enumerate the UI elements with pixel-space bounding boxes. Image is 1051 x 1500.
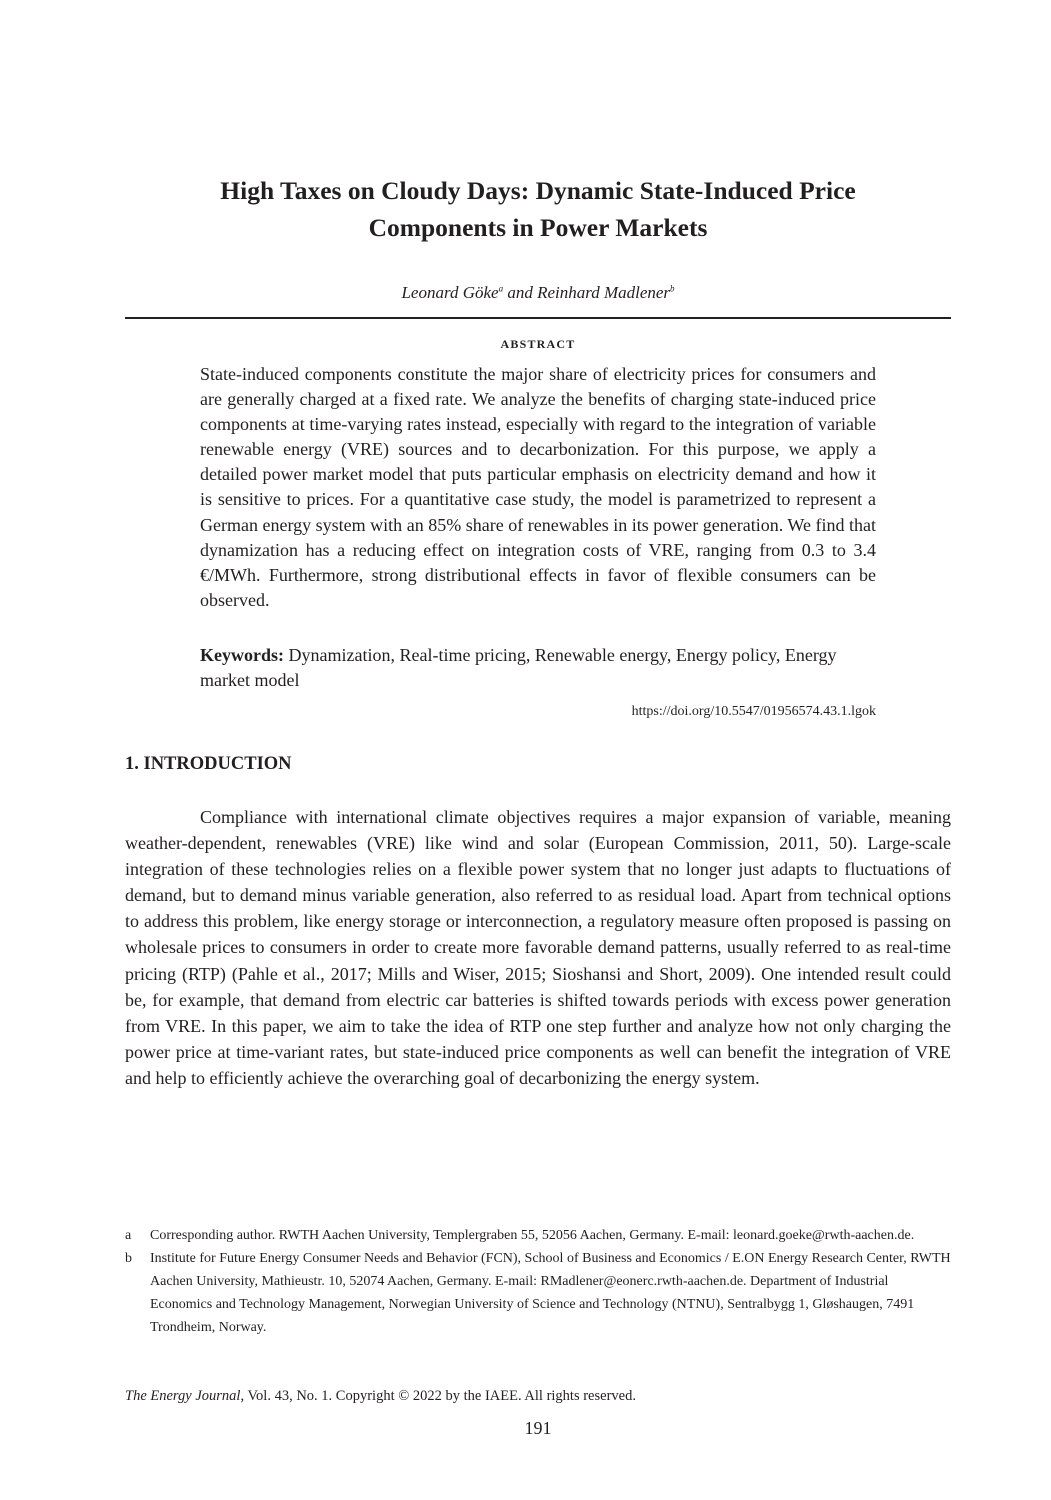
keywords [200,643,876,693]
author-1-mark: a [498,283,504,294]
footnote-b [125,1247,951,1339]
journal-details: , Vol. 43, No. 1. Copyright © 2022 by the IAEE. All rights reserved. [240,1388,636,1404]
abstract-heading: ABSTRACT [500,337,576,351]
journal-name: The Energy Journal [125,1388,241,1404]
page-number: 191 [524,1418,552,1438]
paper-title [125,172,951,246]
footnote-mark: a [125,1228,132,1243]
keywords-label: Keywords: [200,645,284,665]
doi-link[interactable]: https://doi.org/10.5547/01956574.43.1.lgok [631,704,876,719]
footnotes [125,1224,951,1339]
footnote-text: Institute for Future Energy Consumer Needs and Behavior (FCN), School of Business and Economics / E.ON Energy Research Center, RWTH Aachen University, Mathieustr. 10, 52074 Aachen, Germany. E-mail: RMadlener@eonerc.rwth-aachen.de. Department of Industrial Economics and Technology Management, Norwegian University of Science and Technology (NTNU), Sentralbygg 1, Gløshaugen, 7491 Trondheim, Norway. [150,1251,951,1335]
header-rule [125,317,951,319]
title-line-2: Components in Power Markets [368,213,708,242]
author-connector: and [503,283,538,302]
introduction-paragraph: Compliance with international climate objectives requires a major expansion of variable, meaning weather-dependent, renewables (VRE) like wind and solar (European Commission, 2011, 50). Large-scale integration of these technologies relies on a flexible power system that no longer just adapts to fluctuations of demand, but to demand minus variable generation, also referred to as residual load. Apart from technical options to address this problem, like energy storage or interconnection, a regulatory measure often proposed is passing on wholesale prices to consumers in order to create more favorable demand patterns, usually referred to as real-time pricing (RTP) (Pahle et al., 2017; Mills and Wiser, 2015; Sioshansi and Short, 2009). One intended result could be, for example, that demand from electric car batteries is shifted towards periods with excess power generation from VRE. In this paper, we aim to take the idea of RTP one step further and analyze how not only charging the power price at time-variant rates, but state-induced price components as well can benefit the integration of VRE and help to efficiently achieve the overarching goal of decarbonizing the energy system. [125,807,951,1088]
title-line-1: High Taxes on Cloudy Days: Dynamic State-Induced Price [220,176,856,205]
author-2-mark: b [670,283,675,294]
abstract-text: State-induced components constitute the major share of electricity prices for consumers and are generally charged at a fixed rate. We analyze the benefits of charging state-induced price components at time-varying rates instead, especially with regard to the integration of variable renewable energy (VRE) sources and to decarbonization. For this purpose, we apply a detailed power market model that puts particular emphasis on electricity demand and how it is sensitive to prices. For a quantitative case study, the model is parametrized to represent a German energy system with an 85% share of renewables in its power generation. We find that dynamization has a reducing effect on integration costs of VRE, ranging from 0.3 to 3.4 €/MWh. Furthermore, strong distributional effects in favor of flexible consumers can be observed. [200,364,876,610]
author-2: Reinhard Madlener [537,283,671,302]
footnote-text: Corresponding author. RWTH Aachen University, Templergraben 55, 52056 Aachen, Germany. E-mail: leonard.goeke@rwth-aachen.de. [150,1228,915,1243]
footnote-a [125,1224,951,1247]
author-line [125,282,951,304]
footnote-mark: b [125,1251,132,1266]
keywords-list: Dynamization, Real-time pricing, Renewable energy, Energy policy, Energy market model [200,645,837,691]
section-heading-introduction: 1. INTRODUCTION [125,754,292,774]
journal-copyright-line [125,1386,951,1406]
author-1: Leonard Göke [401,283,499,302]
